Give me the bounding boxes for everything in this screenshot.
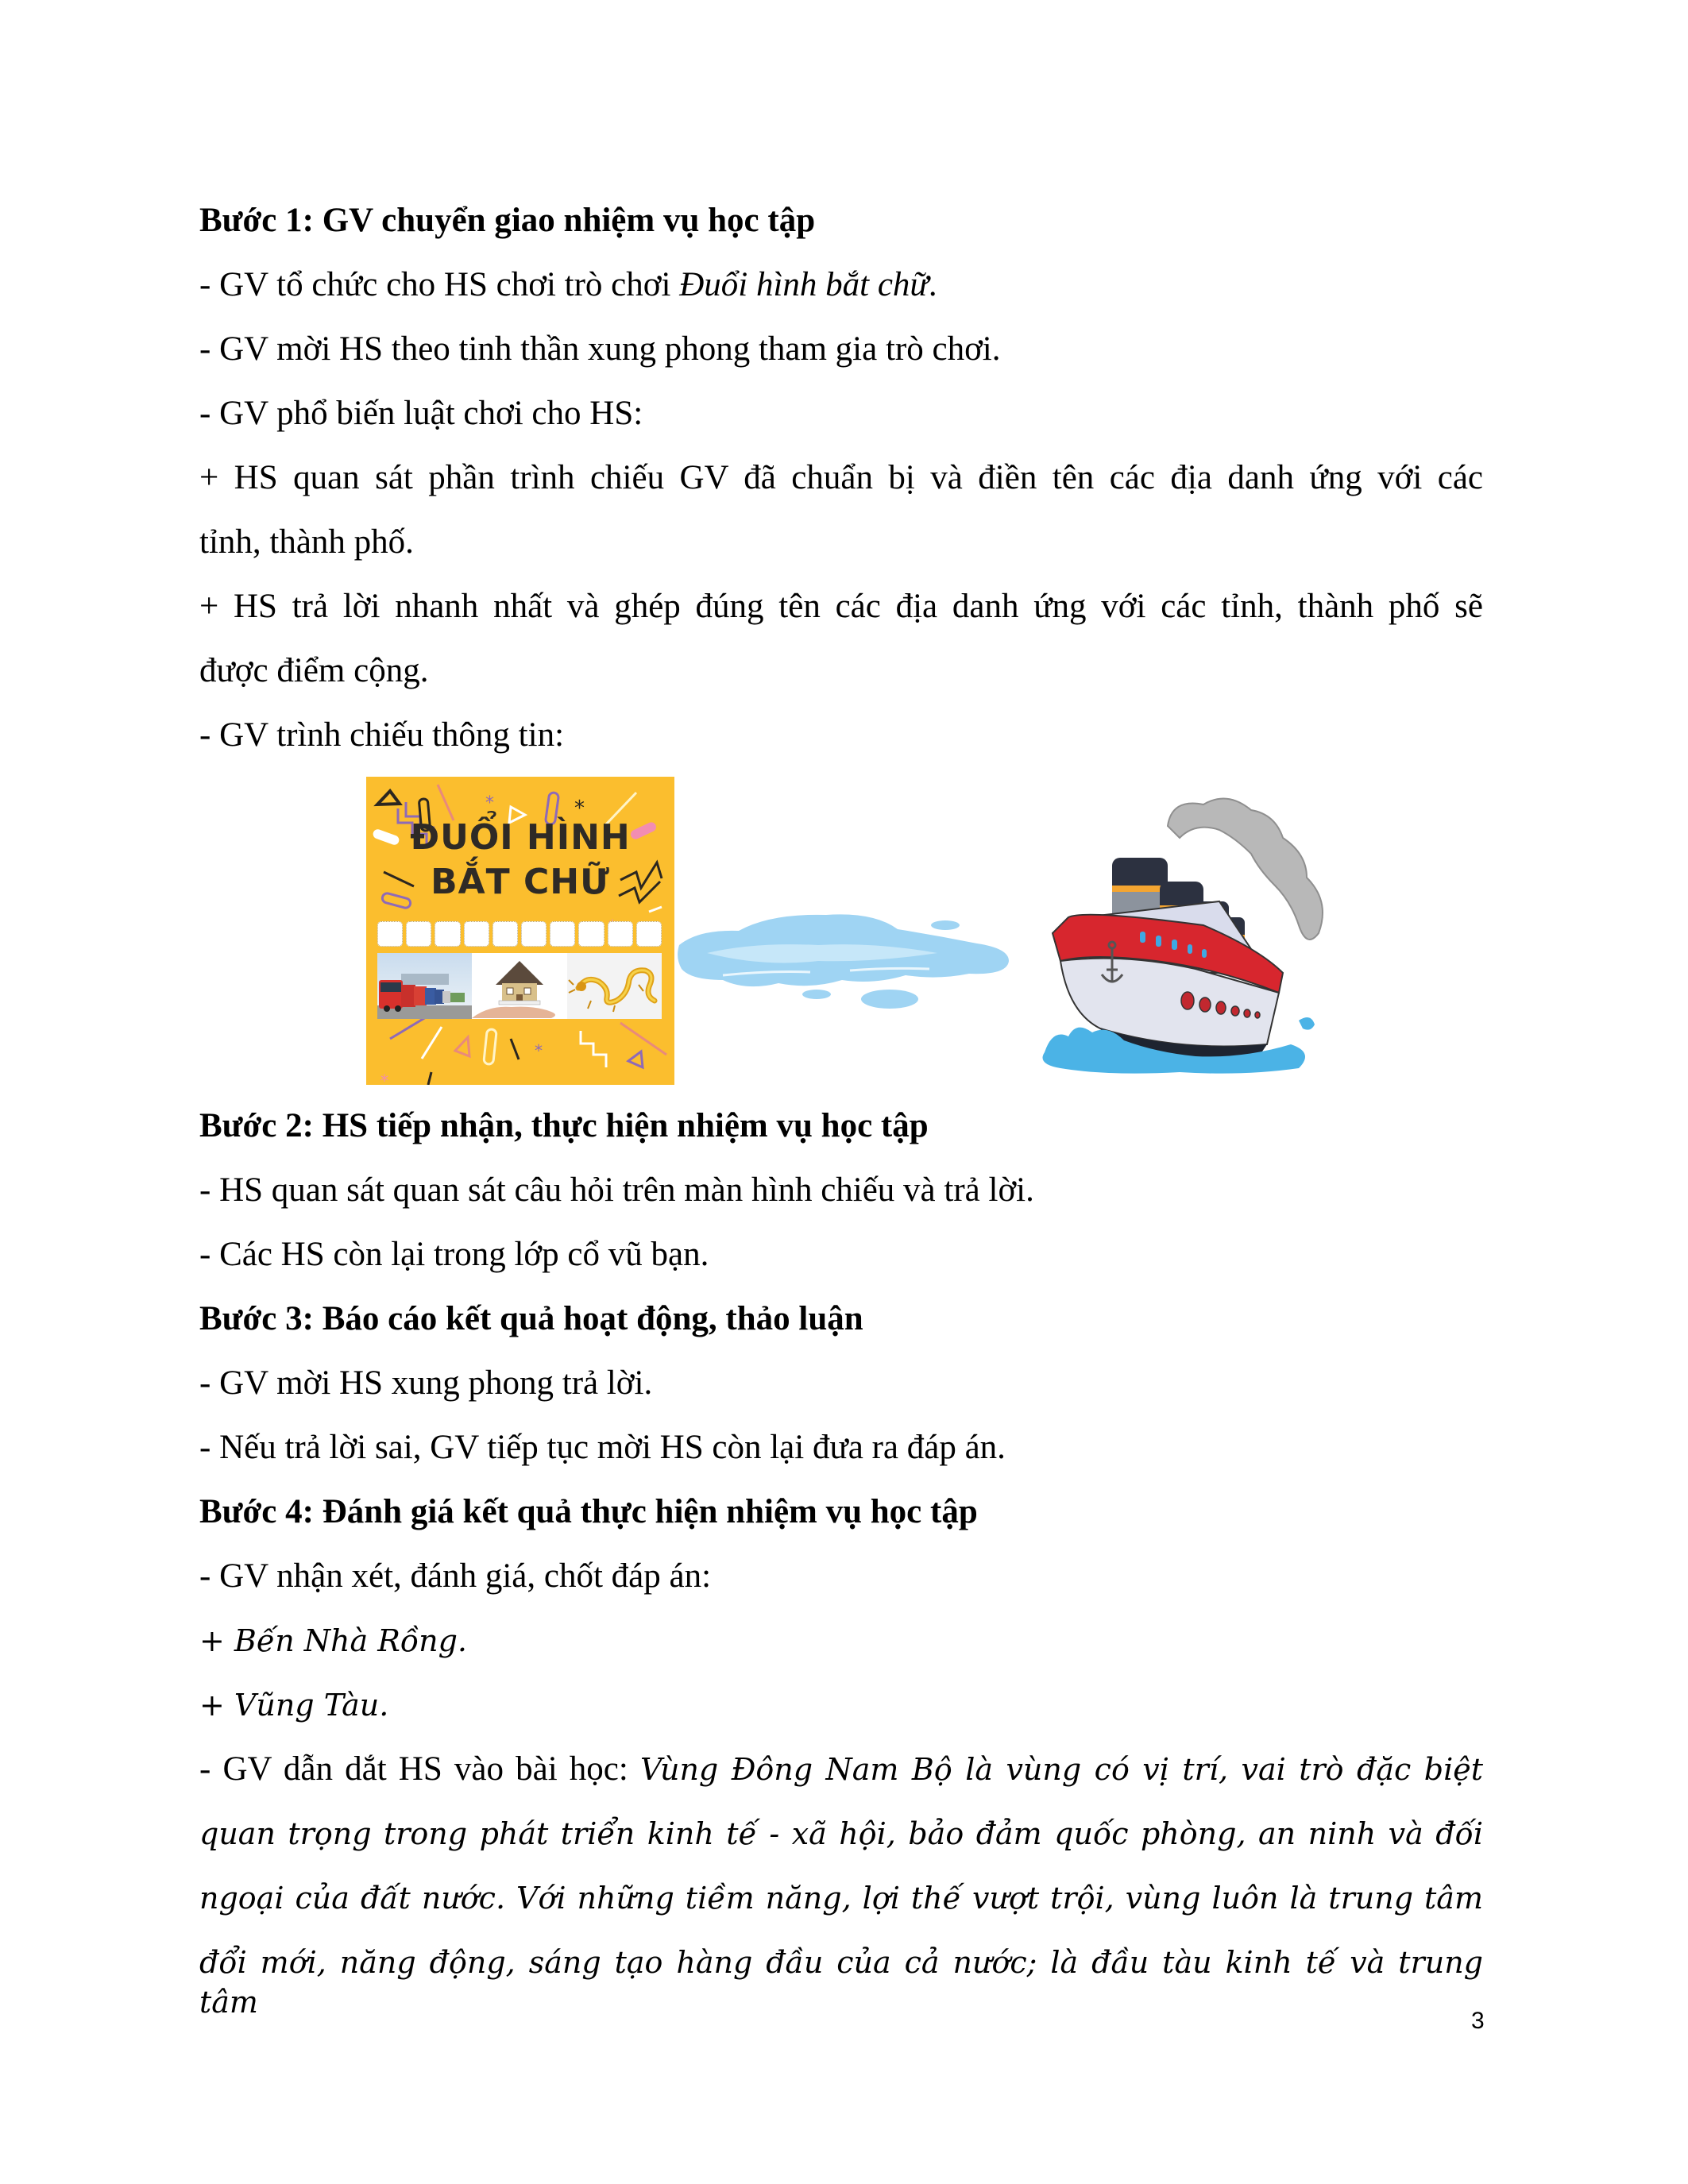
line-icon (438, 785, 454, 820)
answer-box (464, 921, 489, 947)
answer-box (578, 921, 604, 947)
step1-line-game-suffix: . (928, 266, 937, 303)
triangle-icon (628, 1051, 643, 1067)
step3-heading: Bước 3: Báo cáo kết quả hoạt động, thảo luận (199, 1300, 863, 1337)
answer-box (521, 921, 547, 947)
capsule-icon (484, 1028, 497, 1064)
step4-heading: Bước 4: Đánh giá kết quả thực hiện nhiệm vụ học tập (199, 1493, 978, 1530)
answer-2-text: Vũng Tàu. (234, 1688, 389, 1723)
answer-2 (199, 1685, 1483, 1725)
answer-2-bullet: + (199, 1688, 234, 1723)
asterisk-icon: * (574, 797, 585, 820)
clue-photos (377, 953, 662, 1019)
page-number: 3 (1471, 2008, 1485, 2034)
answer-box (492, 921, 518, 947)
answer-box (608, 921, 633, 947)
asterisk-icon: * (535, 1041, 543, 1060)
intro-line4: đổi mới, năng động, sáng tạo hàng đầu của cả nước; là đầu tàu kinh tế và trung tâm (199, 1945, 1483, 2020)
intro-line2: quan trọng trong phát triển kinh tế - xã hội, bảo đảm quốc phòng, an ninh và đối (199, 1816, 1483, 1851)
step1-rule1-line2: tỉnh, thành phố. (199, 523, 414, 561)
step1-rule1-line1: + HS quan sát phần trình chiếu GV đã chuẩn bị và điền tên các địa danh ứng với các (199, 459, 1483, 496)
house-in-hand-photo (472, 953, 566, 1019)
zigzag-icon (581, 1031, 606, 1067)
step1-line-rules: - GV phổ biến luật chơi cho HS: (199, 395, 643, 432)
step2-heading: Bước 2: HS tiếp nhận, thực hiện nhiệm vụ học tập (199, 1107, 929, 1144)
answer-box (406, 921, 431, 947)
intro-prefix: - GV dẫn dắt HS vào bài học: (199, 1750, 640, 1788)
answer-1-bullet: + (199, 1623, 234, 1658)
intro-line1 (199, 1750, 1483, 1789)
answer-box (550, 921, 575, 947)
step1-line-invite: - GV mời HS theo tinh thần xung phong tham gia trò chơi. (199, 330, 1001, 368)
answer-box (377, 921, 403, 947)
line-icon (422, 1027, 442, 1059)
answer-1 (199, 1621, 1483, 1661)
answer-boxes (377, 921, 662, 947)
step1-rule2-line2: được điểm cộng. (199, 652, 429, 689)
game-title-line1: ĐUỔI HÌNH (410, 817, 631, 858)
step1-line-game (199, 265, 1483, 305)
answer-1-text: Bến Nhà Rồng. (234, 1623, 467, 1658)
step4-line1: - GV nhận xét, đánh giá, chốt đáp án: (199, 1557, 712, 1595)
step1-line-present: - GV trình chiếu thông tin: (199, 716, 565, 754)
intro-text-1: Vùng Đông Nam Bộ là vùng có vị trí, vai trò đặc biệt (639, 1752, 1483, 1787)
triangle-icon (377, 791, 400, 805)
step3-line2: - Nếu trả lời sai, GV tiếp tục mời HS còn lại đưa ra đáp án. (199, 1429, 1006, 1466)
answer-box (435, 921, 460, 947)
line-icon (428, 1072, 431, 1085)
game-title-line2: BẮT CHỮ (431, 862, 610, 902)
dragon-image (567, 953, 662, 1019)
bus-station-photo (377, 953, 472, 1019)
game-card-image (366, 777, 674, 1085)
step2-line1: - HS quan sát quan sát câu hỏi trên màn hình chiếu và trả lời. (199, 1171, 1034, 1209)
steam-ship-image (1037, 790, 1331, 1076)
line-icon (649, 907, 662, 912)
asterisk-icon: * (485, 793, 494, 813)
bus-station-image (377, 953, 472, 1019)
line-icon (511, 1039, 519, 1059)
intro-line3: ngoại của đất nước. Với những tiềm năng, lợi thế vượt trội, vùng luôn là trung tâm (199, 1881, 1483, 1916)
line-icon (620, 1023, 666, 1055)
house-image (472, 953, 566, 1019)
game-name: Đuổi hình bắt chữ (679, 266, 929, 303)
step1-line-game-prefix: - GV tổ chức cho HS chơi trò chơi (199, 266, 680, 303)
step2-line2: - Các HS còn lại trong lớp cổ vũ bạn. (199, 1236, 709, 1273)
triangle-icon (455, 1037, 469, 1056)
step1-rule2-line1: + HS trả lời nhanh nhất và ghép đúng tên các địa danh ứng với các tỉnh, thành phố sẽ (199, 588, 1483, 625)
golden-dragon-photo (567, 953, 662, 1019)
answer-box (636, 921, 662, 947)
step3-line1: - GV mời HS xung phong trả lời. (199, 1364, 653, 1402)
water-puddle-image (675, 897, 1017, 1013)
step1-heading: Bước 1: GV chuyển giao nhiệm vụ học tập (199, 202, 816, 239)
asterisk-icon: * (380, 1071, 388, 1085)
